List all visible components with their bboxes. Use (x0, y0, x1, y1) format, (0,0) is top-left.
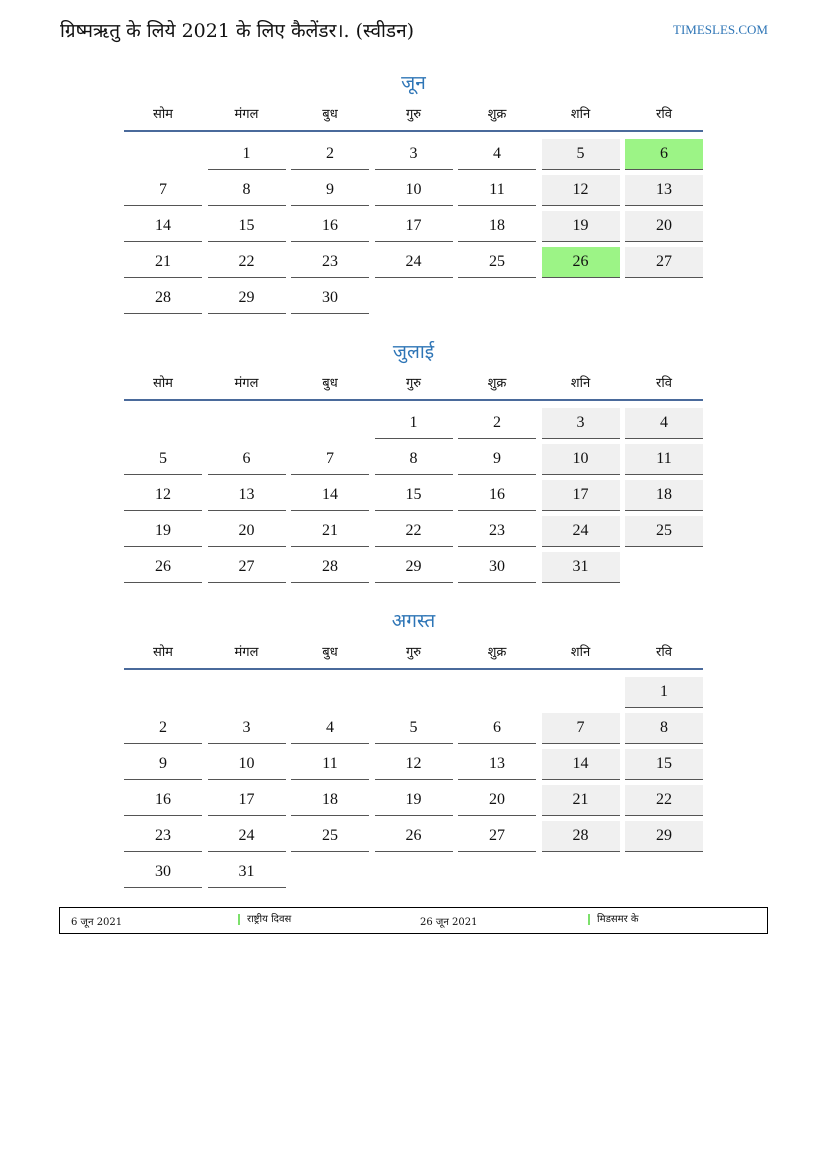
legend-date: 6 जून 2021 (71, 917, 123, 928)
day-cell[interactable]: 4 (625, 408, 703, 439)
days-grid (124, 670, 703, 893)
day-cell[interactable]: 27 (208, 552, 286, 583)
day-cell[interactable]: 18 (458, 211, 536, 242)
day-cell[interactable]: 14 (542, 749, 620, 780)
day-cell[interactable]: 10 (542, 444, 620, 475)
weekday-label: सोम (153, 107, 173, 122)
day-cell[interactable]: 8 (625, 713, 703, 744)
day-cell[interactable]: 7 (124, 175, 202, 206)
day-cell[interactable]: 25 (625, 516, 703, 547)
day-cell[interactable]: 29 (375, 552, 453, 583)
day-cell[interactable]: 22 (208, 247, 286, 278)
month-august (124, 608, 703, 893)
day-cell[interactable]: 30 (291, 283, 369, 314)
days-grid (124, 401, 703, 588)
day-cell[interactable]: 17 (375, 211, 453, 242)
month-june (124, 70, 703, 319)
day-cell[interactable]: 4 (458, 139, 536, 170)
day-cell[interactable]: 3 (542, 408, 620, 439)
day-cell[interactable]: 5 (124, 444, 202, 475)
weekday-label: शनि (570, 107, 591, 122)
weekday-label: सोम (153, 376, 173, 391)
day-cell[interactable]: 12 (542, 175, 620, 206)
weekday-label: बुध (322, 376, 338, 391)
day-cell[interactable]: 13 (625, 175, 703, 206)
weekday-label: शुक्र (487, 376, 507, 391)
day-cell[interactable]: 19 (542, 211, 620, 242)
day-cell[interactable]: 8 (375, 444, 453, 475)
day-cell[interactable]: 1 (208, 139, 286, 170)
day-cell[interactable]: 13 (208, 480, 286, 511)
day-cell[interactable]: 21 (542, 785, 620, 816)
day-cell[interactable]: 10 (208, 749, 286, 780)
day-cell[interactable]: 11 (458, 175, 536, 206)
weekday-label: शुक्र (487, 645, 507, 660)
day-cell[interactable]: 23 (291, 247, 369, 278)
day-cell[interactable]: 4 (291, 713, 369, 744)
weekday-label: शुक्र (487, 107, 507, 122)
weekday-label: मंगल (234, 107, 259, 122)
days-grid (124, 132, 703, 319)
weekday-header (124, 638, 703, 670)
weekday-label: मंगल (234, 645, 259, 660)
day-cell[interactable]: 8 (208, 175, 286, 206)
day-cell[interactable]: 6 (458, 713, 536, 744)
day-cell[interactable]: 1 (375, 408, 453, 439)
day-cell[interactable]: 31 (208, 857, 286, 888)
day-cell[interactable]: 14 (124, 211, 202, 242)
day-cell[interactable]: 25 (458, 247, 536, 278)
weekday-label: रवि (656, 376, 672, 391)
weekday-label: गुरु (405, 645, 422, 660)
page-header (60, 17, 768, 47)
day-cell[interactable]: 19 (124, 516, 202, 547)
day-cell[interactable]: 21 (124, 247, 202, 278)
day-cell[interactable]: 3 (208, 713, 286, 744)
day-cell[interactable]: 16 (291, 211, 369, 242)
weekday-label: मंगल (234, 376, 259, 391)
legend-holiday-name: मिडसमर के (588, 914, 639, 925)
day-cell[interactable]: 24 (542, 516, 620, 547)
day-cell[interactable]: 7 (291, 444, 369, 475)
month-july (124, 339, 703, 588)
day-cell[interactable]: 20 (208, 516, 286, 547)
page-title: ग्रिष्मऋतु के लिये 2021 के लिए कैलेंडर।. (स्वीडन) (60, 20, 415, 42)
weekday-label: शनि (570, 376, 591, 391)
day-cell[interactable]: 28 (542, 821, 620, 852)
weekday-label: बुध (322, 107, 338, 122)
day-cell[interactable]: 11 (291, 749, 369, 780)
day-cell[interactable]: 12 (375, 749, 453, 780)
day-cell[interactable]: 17 (208, 785, 286, 816)
day-cell[interactable]: 5 (375, 713, 453, 744)
day-cell[interactable]: 24 (208, 821, 286, 852)
day-cell[interactable]: 2 (124, 713, 202, 744)
day-cell[interactable]: 19 (375, 785, 453, 816)
day-cell[interactable]: 15 (625, 749, 703, 780)
day-cell[interactable]: 20 (458, 785, 536, 816)
day-cell[interactable]: 21 (291, 516, 369, 547)
holiday-day-cell[interactable]: 26 (542, 247, 620, 278)
day-cell[interactable]: 30 (458, 552, 536, 583)
day-cell[interactable]: 15 (208, 211, 286, 242)
day-cell[interactable]: 30 (124, 857, 202, 888)
weekday-header (124, 100, 703, 132)
day-cell[interactable]: 11 (625, 444, 703, 475)
day-cell[interactable]: 17 (542, 480, 620, 511)
day-cell[interactable]: 18 (291, 785, 369, 816)
day-cell[interactable]: 7 (542, 713, 620, 744)
day-cell[interactable]: 3 (375, 139, 453, 170)
day-cell[interactable]: 16 (124, 785, 202, 816)
day-cell[interactable]: 6 (208, 444, 286, 475)
legend-holiday-name: राष्ट्रीय दिवस (238, 914, 291, 925)
day-cell[interactable]: 22 (375, 516, 453, 547)
day-cell[interactable]: 9 (124, 749, 202, 780)
day-cell[interactable]: 15 (375, 480, 453, 511)
day-cell[interactable]: 9 (458, 444, 536, 475)
day-cell[interactable]: 29 (625, 821, 703, 852)
weekday-label: बुध (322, 645, 338, 660)
holiday-legend (59, 907, 768, 934)
day-cell[interactable]: 24 (375, 247, 453, 278)
weekday-header (124, 369, 703, 401)
day-cell[interactable]: 2 (291, 139, 369, 170)
weekday-label: रवि (656, 107, 672, 122)
day-cell[interactable]: 28 (291, 552, 369, 583)
day-cell[interactable]: 5 (542, 139, 620, 170)
day-cell[interactable]: 14 (291, 480, 369, 511)
weekday-label: रवि (656, 645, 672, 660)
site-link[interactable]: TIMESLES.COM (673, 22, 768, 37)
day-cell[interactable]: 10 (375, 175, 453, 206)
month-title: अगस्त (391, 610, 436, 632)
day-cell[interactable]: 31 (542, 552, 620, 583)
month-title: जुलाई (392, 341, 435, 363)
day-cell[interactable]: 2 (458, 408, 536, 439)
day-cell[interactable]: 1 (625, 677, 703, 708)
day-cell[interactable]: 23 (124, 821, 202, 852)
weekday-label: गुरु (405, 376, 422, 391)
weekday-label: शनि (570, 645, 591, 660)
day-cell[interactable]: 16 (458, 480, 536, 511)
day-cell[interactable]: 18 (625, 480, 703, 511)
day-cell[interactable]: 22 (625, 785, 703, 816)
holiday-day-cell[interactable]: 6 (625, 139, 703, 170)
weekday-label: गुरु (405, 107, 422, 122)
day-cell[interactable]: 27 (458, 821, 536, 852)
day-cell[interactable]: 27 (625, 247, 703, 278)
month-title: जून (401, 72, 426, 94)
day-cell[interactable]: 26 (375, 821, 453, 852)
legend-date: 26 जून 2021 (420, 917, 478, 928)
weekday-label: सोम (153, 645, 173, 660)
day-cell[interactable]: 9 (291, 175, 369, 206)
day-cell[interactable]: 26 (124, 552, 202, 583)
day-cell[interactable]: 29 (208, 283, 286, 314)
day-cell[interactable]: 20 (625, 211, 703, 242)
day-cell[interactable]: 12 (124, 480, 202, 511)
day-cell[interactable]: 28 (124, 283, 202, 314)
day-cell[interactable]: 25 (291, 821, 369, 852)
day-cell[interactable]: 13 (458, 749, 536, 780)
day-cell[interactable]: 23 (458, 516, 536, 547)
